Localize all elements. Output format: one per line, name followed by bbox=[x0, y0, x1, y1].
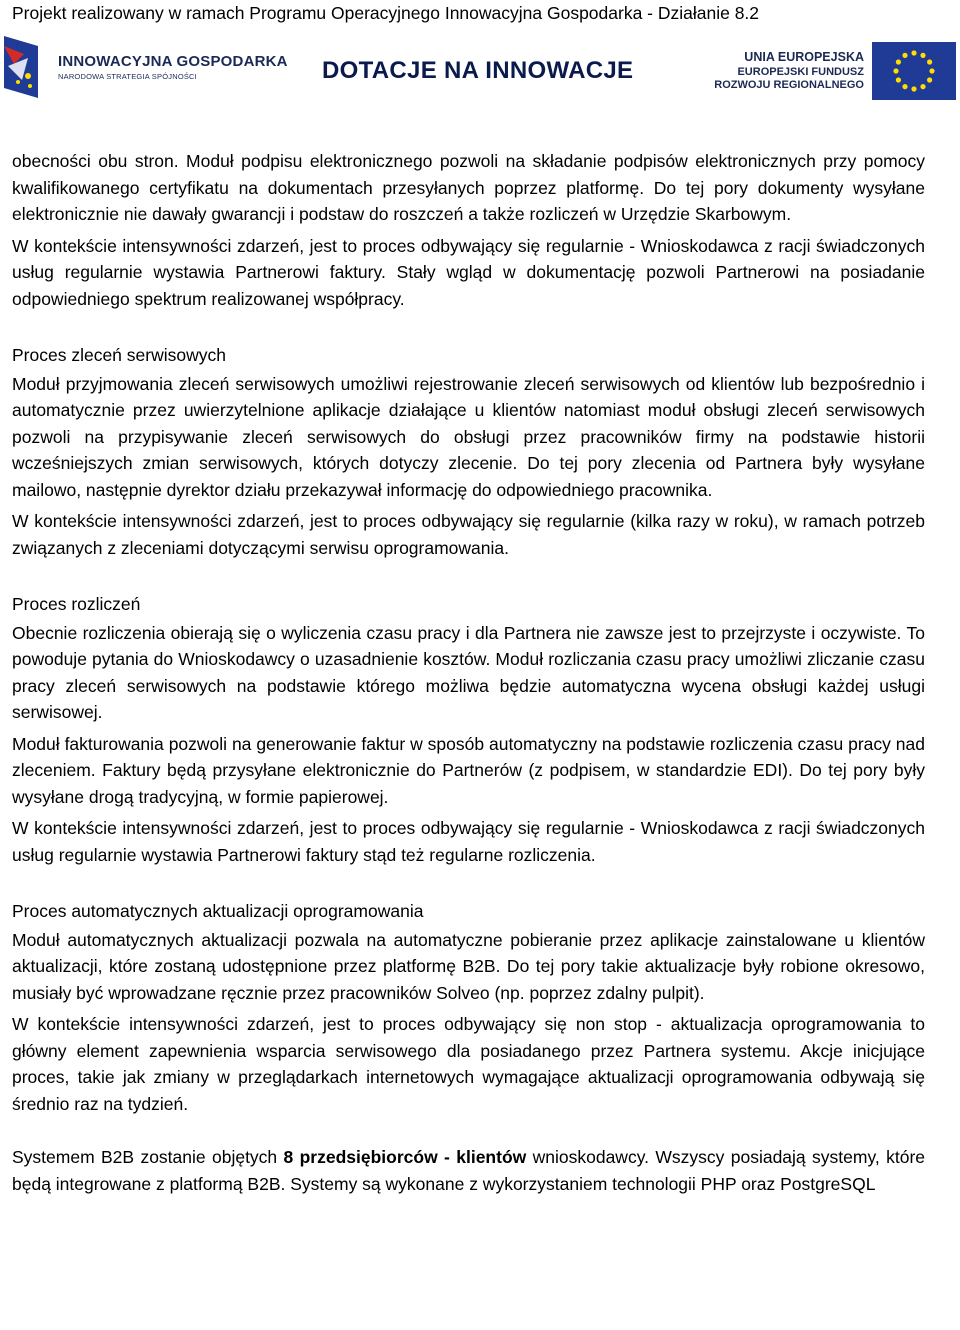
eu-logo bbox=[714, 42, 956, 100]
section-heading-updates: Proces automatycznych aktualizacji oprogramowania bbox=[12, 901, 424, 921]
billing-paragraph-1: Obecnie rozliczenia obierają się o wyliczenia czasu pracy i dla Partnera nie zawsze jest to przejrzyste i oczywiste. To powoduje pytania do Wnioskodawcy o uzasadnienie kosztów. Moduł rozliczania czasu pracy umożliwi zliczanie czasu pracy zleceń serwisowych na podstawie którego możliwa będzie automatyczna wycena obsługi każdej usługi serwisowej. bbox=[12, 622, 925, 722]
intro-paragraph-1: obecności obu stron. Moduł podpisu elektronicznego pozwoli na składanie podpisów elektronicznych przy pomocy kwalifikowanego certyfikatu na dokumentach przesyłanych poprzez platformę. Do tej pory dokumenty wysyłane elektronicznie nie dawały gwarancji i podstaw do roszczeń a także rozliczeń w Urzędzie Skarbowym. bbox=[12, 151, 925, 224]
closing-text-before: Systemem B2B zostanie objętych bbox=[12, 1147, 284, 1167]
section-heading-billing: Proces rozliczeń bbox=[12, 594, 141, 614]
innovation-flag-icon bbox=[4, 36, 38, 98]
innowacyjna-gospodarka-logo bbox=[4, 36, 288, 100]
eu-line-2: EUROPEJSKI FUNDUSZ bbox=[737, 66, 864, 78]
closing-text-bold: 8 przedsiębiorców - klientów bbox=[283, 1147, 527, 1167]
project-note: Projekt realizowany w ramach Programu Operacyjnego Innowacyjna Gospodarka - Działanie 8.2 bbox=[12, 3, 760, 23]
orders-paragraph-1: Moduł przyjmowania zleceń serwisowych umożliwi rejestrowanie zleceń serwisowych od klientów lub bezpośrednio i automatycznie przez uwierzytelnione aplikacje działające u klientów natomiast moduł obsługi zleceń serwisowych pozwoli na przypisywanie zleceń serwisowych do obsługi przez pracowników firmy na podstawie historii wcześniejszych zmian serwisowych, których dotyczy zlecenie. Do tej pory zlecenia od Partnera były wysyłane mailowo, następnie dyrektor działu przekazywał informację do odpowiedniego pracownika. bbox=[12, 373, 925, 500]
section-heading-orders: Proces zleceń serwisowych bbox=[12, 345, 226, 365]
billing-paragraph-2: Moduł fakturowania pozwoli na generowanie faktur w sposób automatyczny na podstawie rozliczenia czasu pracy nad zleceniem. Faktury będą przysyłane elektronicznie do Partnerów (z podpisem, w standardzie EDI). Do tej pory były wysyłane drogą tradycyjną, w formie papierowej. bbox=[12, 733, 925, 807]
document-body bbox=[12, 148, 925, 1202]
closing-paragraph bbox=[12, 1144, 925, 1197]
updates-paragraph-1: Moduł automatycznych aktualizacji pozwala na automatyczne pobieranie przez aplikacje zainstalowane u klientów aktualizacji, które zostaną udostępnione przez platformę B2B. Do tej pory takie aktualizacje były robione okresowo, musiały być wprowadzane ręcznie przez pracowników Solveo (np. poprzez zdalny pulpit). bbox=[12, 929, 925, 1003]
page-title: DOTACJE NA INNOWACJE bbox=[322, 57, 634, 84]
logo-left-name: INNOWACYJNA GOSPODARKA bbox=[58, 53, 288, 70]
eu-line-1: UNIA EUROPEJSKA bbox=[744, 50, 864, 64]
logo-left-sub: NARODOWA STRATEGIA SPÓJNOŚCI bbox=[58, 72, 197, 81]
updates-paragraph-2: W kontekście intensywności zdarzeń, jest to proces odbywający się non stop - aktualizacja oprogramowania to główny element zapewnienia wsparcia serwisowego dla posiadanego przez Partnera systemu. Akcje inicjujące proces, takie jak zmiany w przeglądarkach internetowych wymagające aktualizacji oprogramowania odbywają się średnio raz na tydzień. bbox=[12, 1014, 925, 1114]
closing-text-after: wnioskodawcy. Wszyscy posiadają systemy, które będą integrowane z platformą B2B. Systemy są wykonane z wykorzystaniem technologii PHP oraz PostgreSQL bbox=[12, 1147, 926, 1194]
intro-paragraph-2: W kontekście intensywności zdarzeń, jest to proces odbywający się regularnie - Wnioskodawca z racji świadczonych usług regularnie wystawia Partnerowi faktury. Stały wgląd w dokumentację pozwoli Partnerowi na posiadanie odpowiedniego spektrum realizowanej współpracy. bbox=[12, 235, 925, 309]
orders-paragraph-2: W kontekście intensywności zdarzeń, jest to proces odbywający się regularnie (kilka razy w roku), w ramach potrzeb związanych z zleceniami dotyczącymi serwisu oprogramowania. bbox=[12, 511, 925, 558]
eu-flag-icon bbox=[872, 42, 956, 100]
billing-paragraph-3: W kontekście intensywności zdarzeń, jest to proces odbywający się regularnie - Wnioskodawca z racji świadczonych usług regularnie wystawia Partnerowi faktury stąd też regularne rozliczenia. bbox=[12, 818, 925, 865]
eu-line-3: ROZWOJU REGIONALNEGO bbox=[714, 79, 864, 91]
